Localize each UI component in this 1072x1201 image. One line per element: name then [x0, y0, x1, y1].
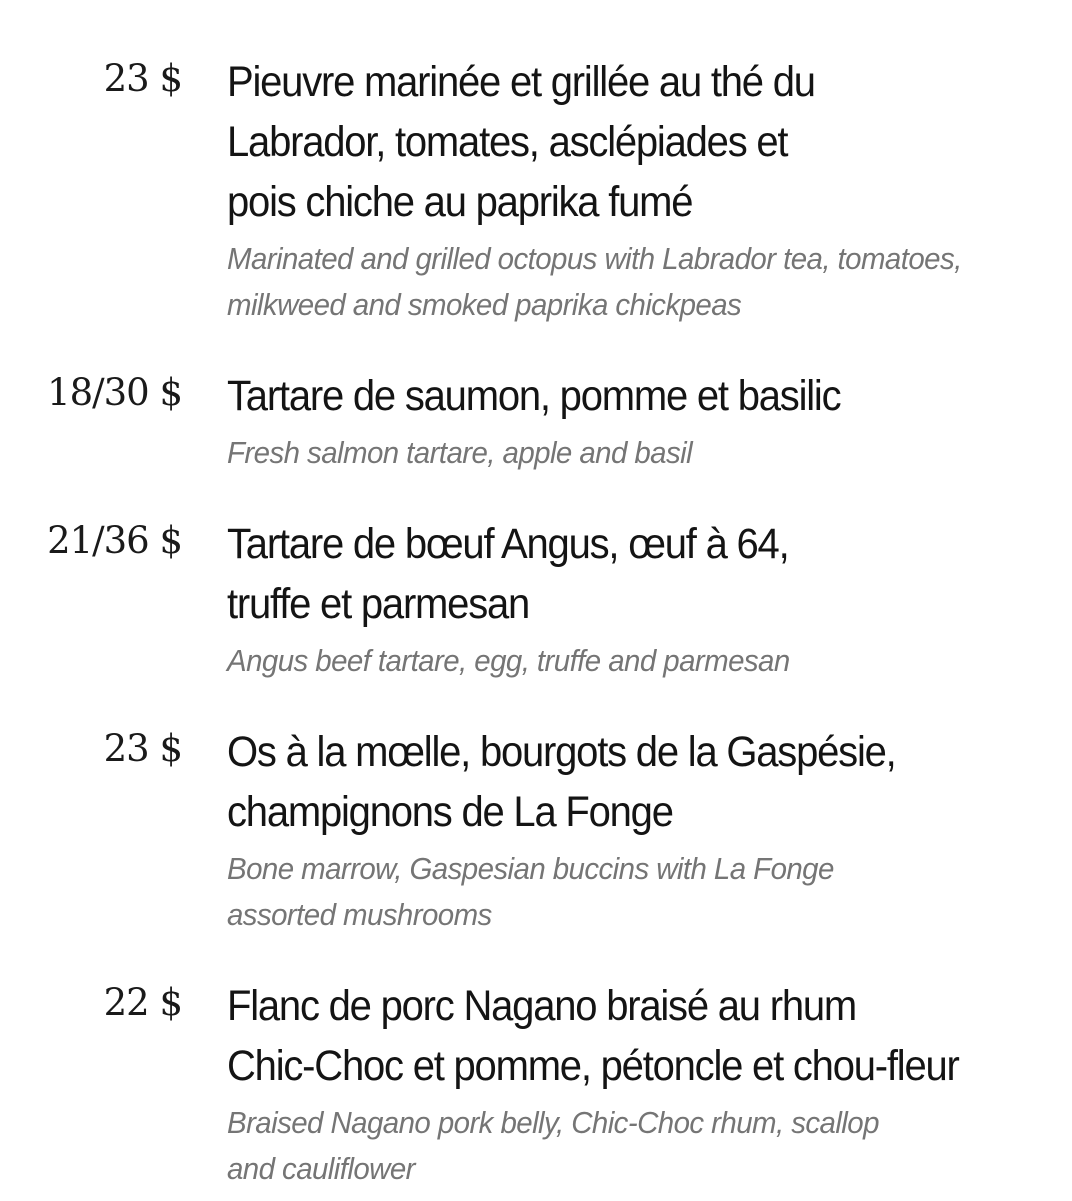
item-description-english	[227, 846, 1027, 938]
item-description-line: Marinated and grilled octopus with Labrador tea, tomatoes,	[227, 241, 962, 276]
item-description-line: milkweed and smoked paprika chickpeas	[227, 287, 742, 322]
item-name-french	[227, 722, 1010, 842]
menu-item-pork-belly	[0, 976, 1072, 1192]
item-name-line: Flanc de porc Nagano braisé au rhum	[227, 982, 857, 1030]
item-text	[227, 366, 1069, 476]
item-text	[227, 514, 1069, 684]
item-price: 18/30 $	[47, 371, 182, 414]
item-price: 22 $	[103, 981, 182, 1024]
item-price: 21/36 $	[47, 519, 182, 562]
item-name-line: Os à la mœlle, bourgots de la Gaspésie,	[227, 728, 896, 776]
item-name-line: champignons de La Fonge	[227, 788, 673, 836]
item-description-line: Braised Nagano pork belly, Chic-Choc rhum, scallop	[227, 1105, 879, 1140]
item-description-line: Bone marrow, Gaspesian buccins with La Fonge	[227, 851, 834, 886]
item-price: 23 $	[103, 727, 182, 770]
item-description-line: and cauliflower	[227, 1151, 415, 1186]
item-description-line: Angus beef tartare, egg, truffe and parmesan	[227, 643, 790, 678]
item-description-english	[227, 638, 1027, 684]
menu-item-beef-tartare	[0, 514, 1072, 684]
menu-item-bone-marrow	[0, 722, 1072, 938]
menu-item-octopus	[0, 52, 1072, 328]
item-price: 23 $	[103, 57, 182, 100]
menu-item-salmon-tartare	[0, 366, 1072, 476]
item-name-line: pois chiche au paprika fumé	[227, 178, 693, 226]
item-description-english	[227, 430, 1027, 476]
item-name-line: Pieuvre marinée et grillée au thé du	[227, 58, 815, 106]
item-text	[227, 52, 1069, 328]
item-name-line: Labrador, tomates, asclépiades et	[227, 118, 788, 166]
item-name-french	[227, 976, 1010, 1096]
item-description-english	[227, 1100, 1027, 1192]
item-name-line: truffe et parmesan	[227, 580, 530, 628]
item-description-line: assorted mushrooms	[227, 897, 492, 932]
item-name-french	[227, 366, 1010, 426]
item-name-line: Tartare de saumon, pomme et basilic	[227, 372, 841, 420]
menu-list	[0, 52, 1072, 1192]
item-name-line: Chic-Choc et pomme, pétoncle et chou-fleur	[227, 1042, 959, 1090]
item-text	[227, 722, 1069, 938]
item-name-line: Tartare de bœuf Angus, œuf à 64,	[227, 520, 789, 568]
item-description-line: Fresh salmon tartare, apple and basil	[227, 435, 693, 470]
item-name-french	[227, 52, 1010, 232]
item-text	[227, 976, 1069, 1192]
item-description-english	[227, 236, 1027, 328]
item-name-french	[227, 514, 1010, 634]
